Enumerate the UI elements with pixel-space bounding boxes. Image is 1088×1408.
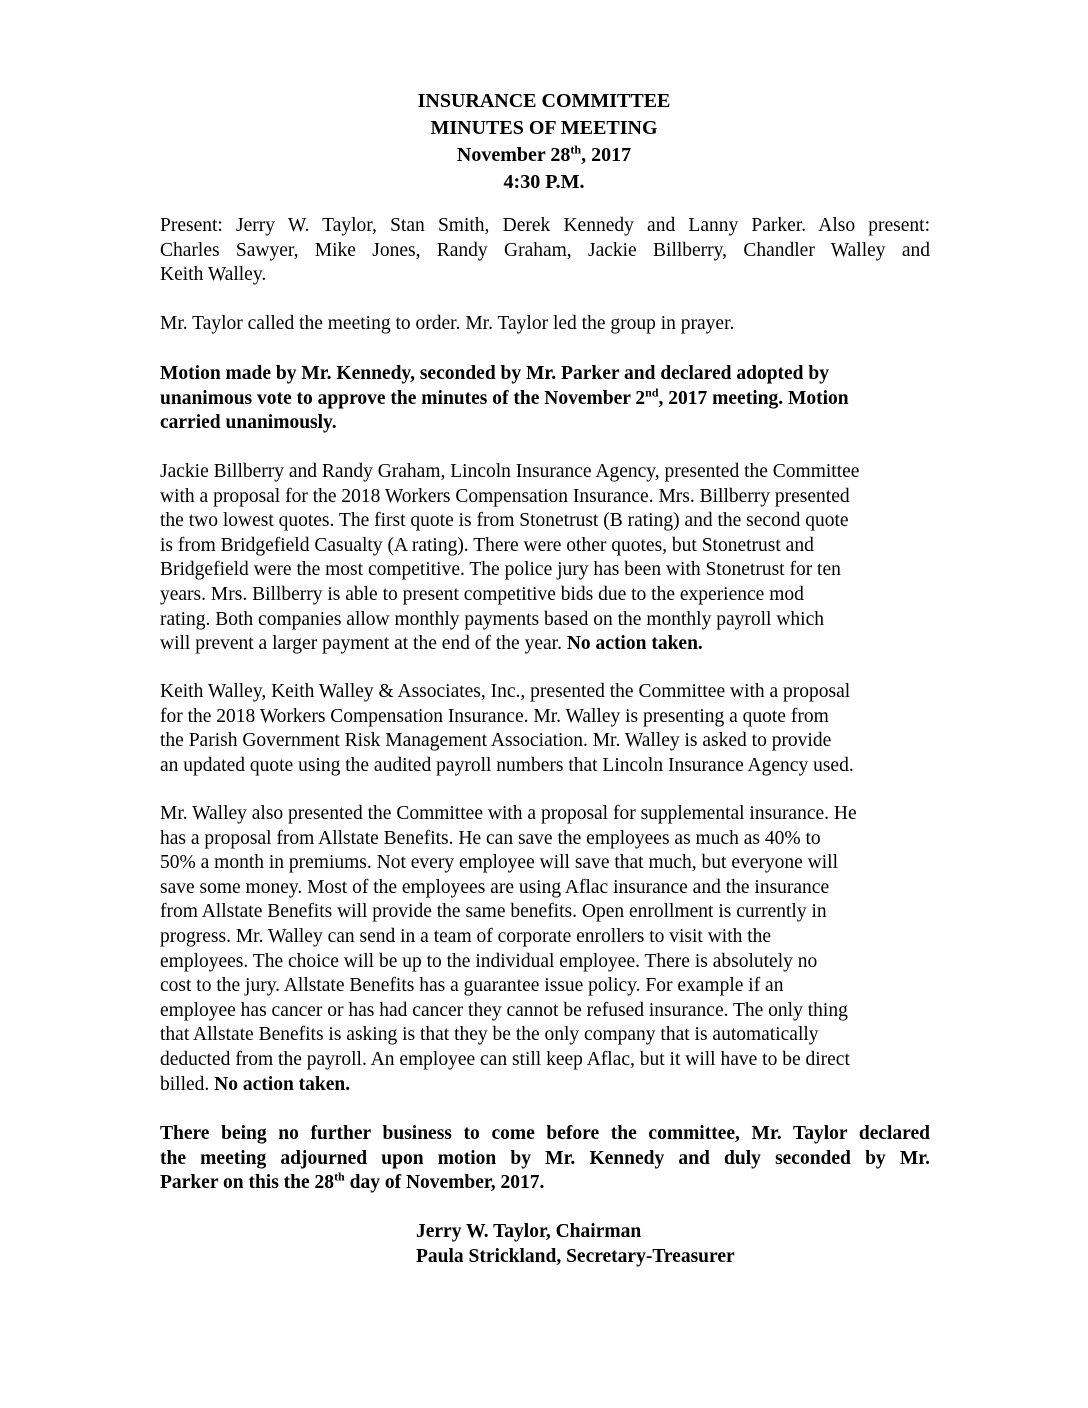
supplemental-line: 50% a month in premiums. Not every employee will save that much, but everyone will bbox=[160, 852, 839, 874]
motion-line-prefix: unanimous vote to approve the minutes of the November 2 bbox=[160, 387, 646, 409]
lincoln-line: the two lowest quotes. The first quote is from Stonetrust (B rating) and the second quote bbox=[160, 510, 849, 532]
keith-line: the Parish Government Risk Management Association. Mr. Walley is asked to provide bbox=[160, 730, 832, 752]
adjournment-line bbox=[160, 1171, 930, 1196]
document-header bbox=[0, 88, 1088, 196]
attendance-paragraph bbox=[160, 214, 930, 288]
keith-proposal-paragraph bbox=[160, 680, 930, 778]
lincoln-last-text: will prevent a larger payment at the end of the year. bbox=[160, 633, 567, 655]
meeting-date-prefix: November 28 bbox=[456, 144, 571, 166]
motion-line: carried unanimously. bbox=[160, 412, 337, 434]
keith-line: an updated quote using the audited payroll numbers that Lincoln Insurance Agency used. bbox=[160, 754, 854, 776]
chairman-signature: Jerry W. Taylor, Chairman bbox=[416, 1221, 642, 1242]
lincoln-line: Bridgefield were the most competitive. The police jury has been with Stonetrust for ten bbox=[160, 559, 841, 581]
supplemental-line: employees. The choice will be up to the individual employee. There is absolutely no bbox=[160, 950, 818, 972]
lincoln-action-status: No action taken. bbox=[566, 633, 703, 655]
supplemental-last-text: billed. bbox=[160, 1073, 215, 1095]
supplemental-line: save some money. Most of the employees are using Aflac insurance and the insurance bbox=[160, 876, 830, 898]
minutes-motion-paragraph bbox=[160, 362, 930, 436]
adjournment-line: There being no further business to come before the committee, Mr. Taylor declared bbox=[160, 1123, 930, 1144]
lincoln-line: is from Bridgefield Casualty (A rating). There were other quotes, but Stonetrust and bbox=[160, 534, 814, 556]
supplemental-line: cost to the jury. Allstate Benefits has a guarantee issue policy. For example if an bbox=[160, 975, 784, 997]
meeting-time: 4:30 P.M. bbox=[503, 171, 585, 193]
keith-line: Keith Walley, Keith Walley & Associates, Inc., presented the Committee with a proposal bbox=[160, 681, 851, 702]
keith-line: for the 2018 Workers Compensation Insurance. Mr. Walley is presenting a quote from bbox=[160, 705, 829, 727]
motion-line: Motion made by Mr. Kennedy, seconded by Mr. Parker and declared adopted by bbox=[160, 363, 829, 384]
signature-block bbox=[416, 1220, 735, 1269]
lincoln-line: rating. Both companies allow monthly payments based on the monthly payroll which bbox=[160, 608, 824, 630]
supplemental-action-status: No action taken. bbox=[214, 1073, 351, 1095]
supplemental-line: from Allstate Benefits will provide the same benefits. Open enrollment is currently in bbox=[160, 901, 827, 923]
attendance-line: Present: Jerry W. Taylor, Stan Smith, Derek Kennedy and Lanny Parker. Also present: bbox=[160, 215, 930, 236]
lincoln-line: years. Mrs. Billberry is able to present competitive bids due to the experience mod bbox=[160, 583, 804, 605]
lincoln-line: with a proposal for the 2018 Workers Compensation Insurance. Mrs. Billberry presented bbox=[160, 485, 850, 507]
motion-date-ordinal: nd bbox=[645, 385, 659, 400]
attendance-line: Keith Walley. bbox=[160, 264, 267, 286]
meeting-date-suffix: , 2017 bbox=[581, 144, 632, 166]
lincoln-line: Jackie Billberry and Randy Graham, Lincoln Insurance Agency, presented the Committee bbox=[160, 461, 860, 482]
committee-title: INSURANCE COMMITTEE bbox=[417, 90, 671, 112]
adjournment-paragraph bbox=[160, 1122, 930, 1196]
supplemental-line bbox=[160, 1073, 930, 1098]
motion-line-suffix: , 2017 meeting. Motion bbox=[658, 387, 849, 409]
supplemental-line: deducted from the payroll. An employee can still keep Aflac, but it will have to be direct bbox=[160, 1048, 850, 1070]
supplemental-line: Mr. Walley also presented the Committee with a proposal for supplemental insurance. He bbox=[160, 803, 857, 824]
meeting-date bbox=[0, 142, 1088, 169]
supplemental-proposal-paragraph bbox=[160, 802, 930, 1097]
motion-line bbox=[160, 387, 930, 412]
supplemental-line: has a proposal from Allstate Benefits. He can save the employees as much as 40% to bbox=[160, 827, 821, 849]
secretary-signature: Paula Strickland, Secretary-Treasurer bbox=[416, 1245, 735, 1267]
meeting-date-ordinal: th bbox=[570, 142, 582, 157]
call-to-order-paragraph bbox=[160, 312, 930, 337]
lincoln-line bbox=[160, 632, 930, 657]
adjournment-line-prefix: Parker on this the 28 bbox=[160, 1172, 335, 1194]
adjournment-line: the meeting adjourned upon motion by Mr. Kennedy and duly seconded by Mr. bbox=[160, 1147, 930, 1169]
adjournment-date-ordinal: th bbox=[334, 1169, 345, 1184]
minutes-title: MINUTES OF MEETING bbox=[430, 117, 658, 139]
adjournment-line-suffix: day of November, 2017. bbox=[344, 1172, 545, 1194]
supplemental-line: that Allstate Benefits is asking is that they be the only company that is automatically bbox=[160, 1024, 819, 1046]
supplemental-line: employee has cancer or has had cancer they cannot be refused insurance. The only thing bbox=[160, 999, 848, 1021]
lincoln-proposal-paragraph bbox=[160, 460, 930, 657]
supplemental-line: progress. Mr. Walley can send in a team of corporate enrollers to visit with the bbox=[160, 925, 772, 947]
call-to-order-line: Mr. Taylor called the meeting to order. Mr. Taylor led the group in prayer. bbox=[160, 313, 735, 334]
attendance-line: Charles Sawyer, Mike Jones, Randy Graham, Jackie Billberry, Chandler Walley and bbox=[160, 239, 930, 261]
